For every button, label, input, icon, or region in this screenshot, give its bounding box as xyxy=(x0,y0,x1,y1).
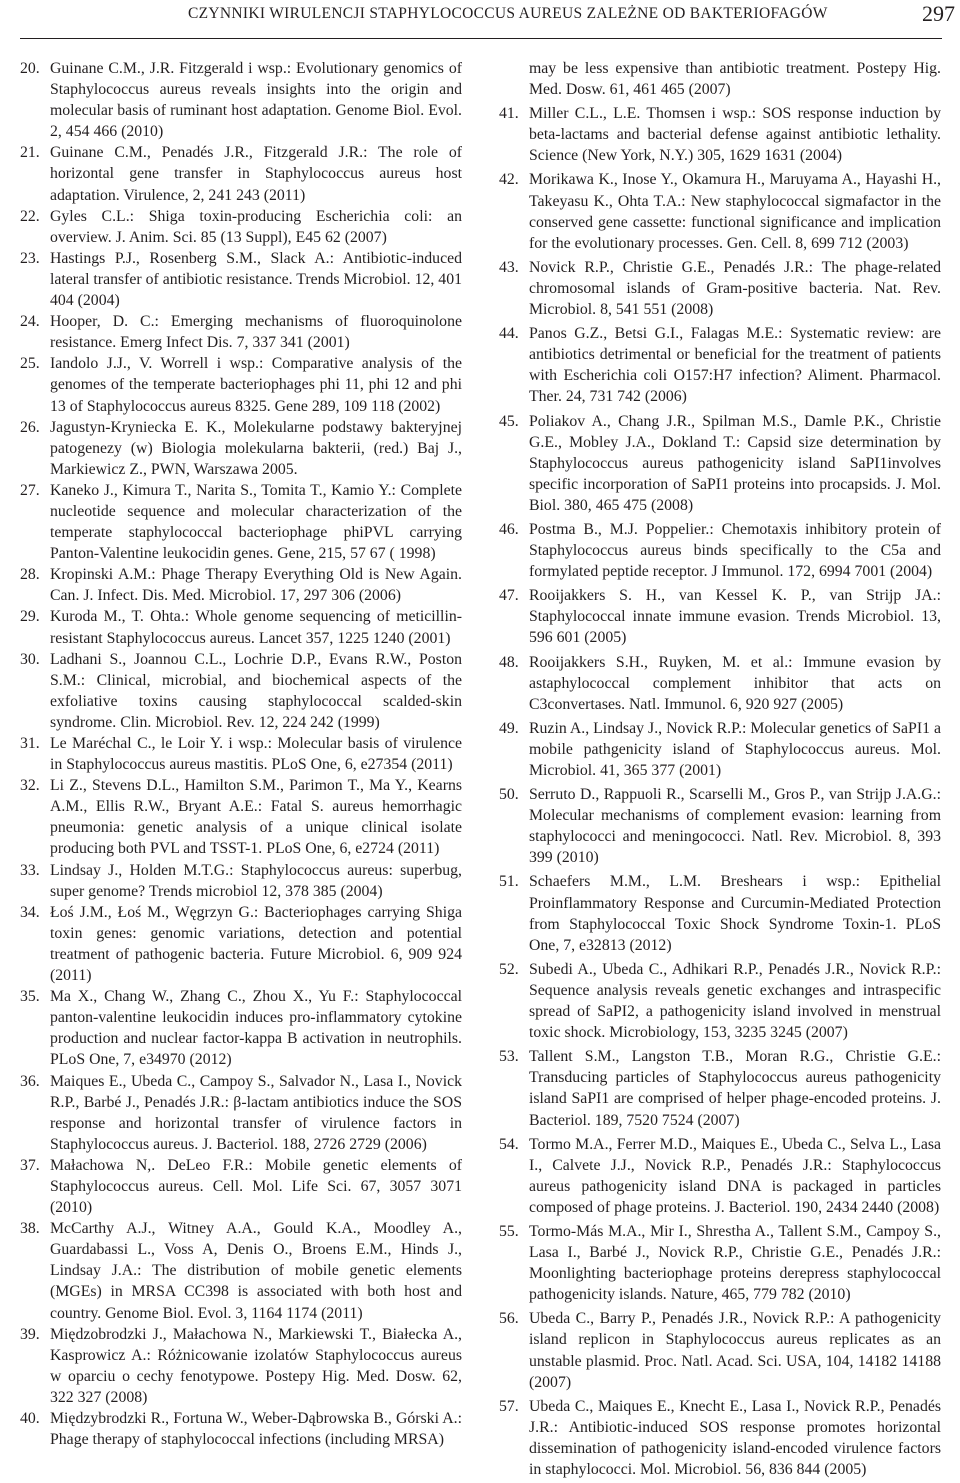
reference-number: 50. xyxy=(499,786,519,804)
reference-item xyxy=(20,480,462,564)
reference-number: 42. xyxy=(499,171,519,189)
reference-number: 53. xyxy=(499,1048,519,1066)
reference-item xyxy=(20,1408,462,1450)
reference-text: Kropinski A.M.: Phage Therapy Everything Old is New Again. Can. J. Infect. Dis. Med. Microbiol. 17, 297 306 (2006) xyxy=(50,566,462,605)
reference-text: Panos G.Z., Betsi G.I., Falagas M.E.: Systematic review: are antibiotics detrimental or beneficial for the treatment of patients with Escherichia coli O157:H7 infection? Aliment. Pharmacol. Ther. 24, 731 742 (2006) xyxy=(529,325,941,406)
reference-number: 36. xyxy=(20,1072,40,1090)
reference-item xyxy=(499,1221,941,1305)
reference-text: Guinane C.M., Penadés J.R., Fitzgerald J.R.: The role of horizontal gene transfer in Staphylococcus aureus host adaptation. Virulence, 2, 241 243 (2011) xyxy=(50,144,462,204)
reference-item xyxy=(20,311,462,353)
reference-item xyxy=(499,1308,941,1392)
reference-number: 23. xyxy=(20,249,40,267)
reference-number: 32. xyxy=(20,777,40,795)
reference-item xyxy=(20,248,462,311)
reference-number: 56. xyxy=(499,1310,519,1328)
reference-text: Jagustyn-Krynieсka E. K., Molekularne podstawy bakteryjnej patogenezy (w) Biologia molekularna bakterii, (red.) Baj J., Markiewicz Z., PWN, Warszawa 2005. xyxy=(50,418,462,478)
reference-text: Międzobrodzki J., Małachowa N., Markiewski T., Białecka A., Kasprowicz A.: Różnicowanie izolatów Staphylococcus aureus w oparciu o cechy fenotypowe. Postepy Hig. Med. Dosw. 62, 322 327 (2008) xyxy=(50,1325,462,1406)
reference-number: 37. xyxy=(20,1156,40,1174)
reference-text: Morikawa K., Inose Y., Okamura H., Maruyama A., Hayashi H., Takeyasu K., Ohta T.A.: New staphylococcal sigmafactor in the conserved gene cassette: functional significance and implication for the evolutionary processes. Gen. Cell. 8, 699 712 (2003) xyxy=(529,171,941,252)
reference-text: Postma B., M.J. Poppelier.: Chemotaxis inhibitory protein of Staphylococcus aureus binds specifically to the C5a and formylated peptide receptor. J Immunol. 172, 6994 7001 (2004) xyxy=(529,520,941,581)
reference-number: 22. xyxy=(20,207,40,225)
reference-item xyxy=(499,718,941,781)
reference-item xyxy=(499,257,941,320)
reference-number: 48. xyxy=(499,653,519,671)
reference-item xyxy=(20,1155,462,1218)
reference-text: Schaefers M.M., L.M. Breshears i wsp.: Epithelial Proinflammatory Response and Curcumin-Mediated Protection from Staphylococcal Toxic Shock Syndrome Toxin-1. PLoS One, 7, e32813 (2012) xyxy=(529,873,941,954)
reference-number: 35. xyxy=(20,988,40,1006)
reference-item xyxy=(499,58,941,100)
reference-text: Hastings P.J., Rosenberg S.M., Slack A.: Antibiotic-induced lateral transfer of antibiotic resistance. Trends Microbiol. 12, 401 404 (2004) xyxy=(50,249,462,310)
reference-text: Iandolo J.J., V. Worrell i wsp.: Comparative analysis of the genomes of the temperate bacteriophages phi 11, phi 12 and phi 13 of Staphylococcus aureus 8325. Gene 289, 109 118 (2002) xyxy=(50,355,462,415)
references-left-column xyxy=(20,58,462,1450)
page-number: 297 xyxy=(922,1,955,26)
reference-item xyxy=(499,323,941,407)
reference-text: Łoś J.M., Łoś M., Węgrzyn G.: Bacteriophages carrying Shiga toxin genes: genomic variations, detection and potential treatment of pathogenic bacteria. Future Microbiol. 6, 909 924 (2011) xyxy=(50,903,462,985)
reference-number: 46. xyxy=(499,520,519,538)
reference-item xyxy=(20,902,462,986)
reference-number: 39. xyxy=(20,1325,40,1343)
reference-number: 55. xyxy=(499,1222,519,1240)
reference-number: 49. xyxy=(499,719,519,737)
reference-text: Rooijakkers S. H., van Kessel K. P., van Strijp JA.: Staphylococcal innate immune evasion. Trends Microbiol. 13, 596 601 (2005) xyxy=(529,587,941,647)
reference-item xyxy=(20,986,462,1070)
reference-text: Ma X., Chang W., Zhang C., Zhou X., Yu F.: Staphylococcal panton-valentine leukocidin induces pro-inflammatory cytokine production and nuclear factor-kappa B activation in neutrophils. PLoS One, 7, e34970 (2012) xyxy=(50,988,462,1069)
reference-item xyxy=(499,169,941,253)
reference-text: Ubeda C., Maiques E., Knecht E., Lasa I., Novick R.P., Penadés J.R.: Antibiotic-induced SOS response promotes horizontal dissemination of pathogenicity island-encoded virulence factors in staphylococci. Mol. Microbiol. 56, 836 844 (2005) xyxy=(529,1397,941,1478)
reference-text: Kuroda M., T. Ohta.: Whole genome sequencing of meticillin-resistant Staphylococcus aureus. Lancet 357, 1225 1240 (2001) xyxy=(50,608,462,647)
reference-text: Rooijakkers S.H., Ruyken, M. et al.: Immune evasion by astaphylococcal complement inhibitor that acts on C3convertases. Natl. Immunol. 6, 920 927 (2005) xyxy=(529,653,941,713)
reference-text: Le Maréchal C., le Loir Y. i wsp.: Molecular basis of virulence in Staphylococcus aureus mastitis. PLoS One, 6, e27354 (2011) xyxy=(50,735,462,774)
reference-item xyxy=(20,142,462,205)
reference-number: 33. xyxy=(20,861,40,879)
reference-text: Novick R.P., Christie G.E., Penadés J.R.: The phage-related chromosomal islands of Gram-positive bacteria. Nat. Rev. Microbiol. 8, 541 551 (2008) xyxy=(529,258,941,319)
reference-item xyxy=(20,564,462,606)
reference-text: McCarthy A.J., Witney A.A., Gould K.A., Moodley A., Guardabassi L., Voss A, Denis O., Broens E.M., Hinds J., Lindsay J.A.: The distribution of mobile genetic elements (MGEs) in MRSA CC398 is associated with both host and country. Genome Biol. Evol. 3, 1164 1174 (2011) xyxy=(50,1220,462,1322)
reference-number: 44. xyxy=(499,325,519,343)
reference-text: Gyles C.L.: Shiga toxin-producing Escherichia coli: an overview. J. Anim. Sci. 85 (13 Suppl), E45 62 (2007) xyxy=(50,207,462,246)
reference-item xyxy=(499,411,941,516)
reference-item xyxy=(499,585,941,648)
reference-number: 52. xyxy=(499,960,519,978)
reference-number: 29. xyxy=(20,608,40,626)
running-title: CZYNNIKI WIRULENCJI STAPHYLOCOCCUS AUREUS ZALEŻNE OD BAKTERIOFAGÓW xyxy=(188,5,828,22)
reference-text: Hooper, D. C.: Emerging mechanisms of fluoroquinolone resistance. Emerg Infect Dis. 7, 337 341 (2001) xyxy=(50,313,462,352)
reference-number: 43. xyxy=(499,258,519,276)
reference-number: 30. xyxy=(20,650,40,668)
reference-number: 31. xyxy=(20,735,40,752)
reference-number: 41. xyxy=(499,105,519,123)
reference-item xyxy=(20,206,462,248)
reference-item xyxy=(499,652,941,715)
reference-item xyxy=(499,1396,941,1480)
reference-number: 26. xyxy=(20,418,40,436)
reference-text: Międzybrodzki R., Fortuna W., Weber-Dąbrowska B., Górski A.: Phage therapy of staphylococcal infections (including MRSA) xyxy=(50,1410,462,1449)
reference-number: 40. xyxy=(20,1410,40,1427)
reference-item xyxy=(499,1046,941,1130)
reference-text: Tormo M.A., Ferrer M.D., Maiques E., Ubeda C., Selva L., Lasa I., Calvete J.J., Novick R.P., Penadés J.R.: Staphylococcus aureus pathogenicity island DNA is packaged in particles composed of phage proteins. J. Bacteriol. 190, 2434 2440 (2008) xyxy=(529,1135,941,1216)
reference-number: 27. xyxy=(20,481,40,499)
references-right-column xyxy=(499,58,941,1483)
reference-text: Guinane C.M., J.R. Fitzgerald i wsp.: Evolutionary genomics of Staphylococcus aureus reveals insights into the origin and molecular basis of ruminant host adaptation. Genome Biol. Evol. 2, 454 466 (2010) xyxy=(50,60,462,141)
reference-number: 45. xyxy=(499,412,519,430)
reference-item xyxy=(499,1134,941,1218)
reference-item xyxy=(499,784,941,868)
reference-text: Ladhani S., Joannou C.L., Lochrie D.P., Evans R.W., Poston S.M.: Clinical, microbial, and biochemical aspects of the exfoliative toxins causing staphylococcal scalded-skin syndrome. Clin. Microbiol. Rev. 12, 224 242 (1999) xyxy=(50,650,462,731)
reference-text: Maiques E., Ubeda C., Campoy S., Salvador N., Lasa I., Novick R.P., Barbé J., Penadés J.R.: β-lactam antibiotics induce the SOS response and horizontal transfer of virulence factors in Staphylococcus aureus. J. Bacteriol. 188, 2726 2729 (2006) xyxy=(50,1072,462,1153)
reference-text: may be less expensive than antibiotic treatment. Postepy Hig. Med. Dosw. 61, 461 465 (2007) xyxy=(529,60,941,99)
reference-number: 25. xyxy=(20,355,40,373)
reference-item xyxy=(20,353,462,416)
reference-text: Kaneko J., Kimura T., Narita S., Tomita T., Kamio Y.: Complete nucleotide sequence and molecular characterization of the temperate staphylococcal bacteriophage phiPVL carrying Panton-Valentine leukocidin genes. Gene, 215, 57 67 ( 1998) xyxy=(50,481,462,563)
reference-text: Tormo-Más M.A., Mir I., Shrestha A., Tallent S.M., Campoy S., Lasa I., Barbé J., Novick R.P., Christie G.E., Penadés J.R.: Moonlighting bacteriophage proteins derepress staphylococcal pathogenicity islands. Nature, 465, 779 782 (2010) xyxy=(529,1222,941,1304)
reference-item xyxy=(499,959,941,1043)
reference-text: Serruto D., Rappuoli R., Scarselli M., Gros P., van Strijp J.A.G.: Molecular mechanisms of complement evasion: learning from staphylococci and meningococci. Natl. Rev. Microbiol. 8, 393 399 (2010) xyxy=(529,786,941,867)
reference-text: Subedi A., Ubeda C., Adhikari R.P., Penadés J.R., Novick R.P.: Sequence analysis reveals genetic exchanges and intraspecific spread of SaPI2, a pathogenicity island involved in menstrual toxic shock. Microbiology, 153, 3235 3245 (2007) xyxy=(529,960,941,1042)
reference-item xyxy=(20,733,462,775)
reference-number: 24. xyxy=(20,313,40,331)
reference-text: Małachowa N,. DeLeo F.R.: Mobile genetic elements of Staphylococcus aureus. Cell. Mol. Life Sci. 67, 3057 3071 (2010) xyxy=(50,1156,462,1217)
reference-text: Ruzin A., Lindsay J., Novick R.P.: Molecular genetics of SaPI1 a mobile pathgenicity island of Staphylococcus aureus. Mol. Microbiol. 41, 365 377 (2001) xyxy=(529,719,941,779)
reference-text: Miller C.L., L.E. Thomsen i wsp.: SOS response induction by beta-lactams and bacterial defense against antibiotic lethality. Science (New York, N.Y.) 305, 1629 1631 (2004) xyxy=(529,105,941,165)
reference-item xyxy=(20,1218,462,1323)
reference-item xyxy=(20,1324,462,1408)
reference-text: Poliakov A., Chang J.R., Spilman M.S., Damle P.K., Christie G.E., Mobley J.A., Dokland T.: Capsid size determination by Staphylococcus aureus pathogenicity island SaPI1involves specific incorporation of SaPI1 proteins into procapsids. J. Mol. Biol. 380, 465 475 (2008) xyxy=(529,412,941,514)
reference-number: 28. xyxy=(20,566,40,584)
reference-number: 47. xyxy=(499,587,519,605)
reference-item xyxy=(499,871,941,955)
running-header xyxy=(0,0,960,40)
header-divider xyxy=(20,38,942,39)
reference-item xyxy=(499,103,941,166)
reference-number: 54. xyxy=(499,1135,519,1153)
reference-text: Tallent S.M., Langston T.B., Moran R.G., Christie G.E.: Transducing particles of Staphylococcus aureus pathogenicity island SaPI1 are comprised of helper phage-encoded proteins. J. Bacteriol. 189, 7520 7524 (2007) xyxy=(529,1048,941,1129)
reference-number: 57. xyxy=(499,1397,519,1415)
reference-item xyxy=(20,606,462,648)
reference-item xyxy=(20,58,462,142)
reference-number: 34. xyxy=(20,903,40,921)
reference-text: Lindsay J., Holden M.T.G.: Staphylococcus aureus: superbug, super genome? Trends microbiol 12, 378 385 (2004) xyxy=(50,861,462,900)
reference-number: 21. xyxy=(20,144,40,162)
reference-number: 20. xyxy=(20,60,40,77)
reference-item xyxy=(20,775,462,859)
reference-item xyxy=(20,860,462,902)
reference-text: Li Z., Stevens D.L., Hamilton S.M., Parimon T., Ma Y., Kearns A.M., Ellis R.W., Bryant A.E.: Fatal S. aureus hemorrhagic pneumonia: genetic analysis of a unique clinical isolate producing both PVL and TSST-1. PLoS One, 6, e2724 (2011) xyxy=(50,777,462,858)
reference-item xyxy=(20,417,462,480)
reference-item xyxy=(499,519,941,582)
reference-item xyxy=(20,649,462,733)
reference-number: 51. xyxy=(499,873,519,891)
reference-number: 38. xyxy=(20,1220,40,1238)
reference-item xyxy=(20,1071,462,1155)
reference-text: Ubeda C., Barry P., Penadés J.R., Novick R.P.: A pathogenicity island replicon in Staphylococcus aureus replicates as an unstable plasmid. Proc. Natl. Acad. Sci. USA, 104, 14182 14188 (2007) xyxy=(529,1310,941,1391)
